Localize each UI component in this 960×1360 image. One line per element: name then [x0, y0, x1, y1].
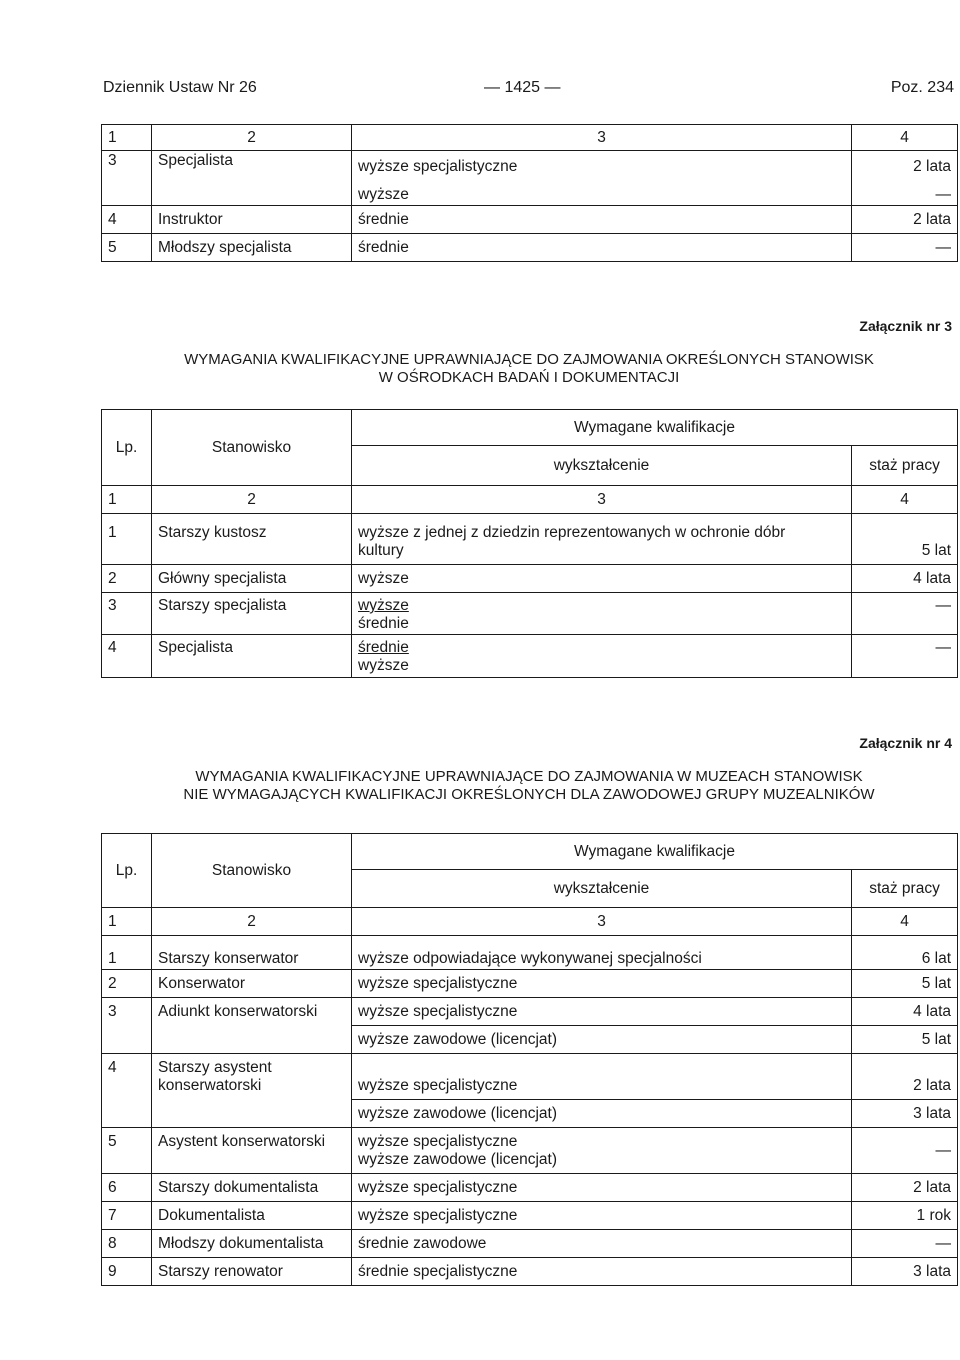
position-line: konserwatorski	[158, 1077, 262, 1094]
education-line: wyższe specjalistyczne	[358, 1133, 518, 1150]
header-lp: Lp.	[102, 834, 152, 908]
row-education	[352, 635, 852, 678]
row-experience: 2 lata	[852, 206, 958, 234]
table-row	[102, 635, 958, 678]
experience-line: —	[935, 186, 951, 203]
row-education: średnie	[352, 234, 852, 262]
table-row	[102, 514, 958, 565]
heading-line: WYMAGANIA KWALIFIKACYJNE UPRAWNIAJĄCE DO ZAJMOWANIA OKREŚLONYCH STANOWISK	[184, 351, 874, 368]
row-position: Asystent konserwatorski	[152, 1128, 352, 1174]
col-number: 2	[152, 908, 352, 936]
annex-label: Załącznik nr 3	[859, 318, 952, 334]
education-line: wyższe specjalistyczne	[358, 158, 518, 175]
header-required-qualifications: Wymagane kwalifikacje	[352, 410, 958, 446]
table-header-row	[102, 834, 958, 870]
row-education: wyższe zawodowe (licencjat)	[352, 1026, 852, 1054]
education-line: kultury	[358, 542, 404, 559]
row-position: Starszy renowator	[152, 1258, 352, 1286]
row-lp: 7	[102, 1202, 152, 1230]
row-education: wyższe specjalistyczne	[352, 970, 852, 998]
journal-title: Dziennik Ustaw Nr 26	[103, 79, 257, 96]
col-number: 1	[102, 125, 152, 151]
row-experience: 5 lat	[852, 514, 958, 565]
row-lp: 2	[102, 565, 152, 593]
row-education: wyższe	[352, 565, 852, 593]
education-line: wyższe	[358, 657, 409, 674]
row-position: Starszy konserwator	[152, 936, 352, 970]
row-lp: 1	[102, 514, 152, 565]
row-lp: 5	[102, 234, 152, 262]
header-education: wykształcenie	[352, 870, 852, 908]
row-position: Specjalista	[152, 151, 352, 206]
row-education: wyższe specjalistyczne	[352, 1054, 852, 1100]
row-education: wyższe specjalistyczne	[352, 1202, 852, 1230]
table-row	[102, 593, 958, 635]
position-line: Starszy asystent	[158, 1059, 272, 1076]
heading-line: WYMAGANIA KWALIFIKACYJNE UPRAWNIAJĄCE DO ZAJMOWANIA W MUZEACH STANOWISK	[195, 768, 863, 785]
continuation-table	[101, 124, 958, 262]
table-row	[102, 1230, 958, 1258]
row-lp: 8	[102, 1230, 152, 1258]
row-experience: 2 lata	[852, 1174, 958, 1202]
header-required-qualifications: Wymagane kwalifikacje	[352, 834, 958, 870]
education-line: wyższe zawodowe (licencjat)	[358, 1151, 557, 1168]
row-lp: 3	[102, 998, 152, 1054]
table-row	[102, 936, 958, 970]
row-experience: —	[852, 234, 958, 262]
row-lp: 4	[102, 1054, 152, 1128]
row-education: średnie	[352, 206, 852, 234]
education-line: średnie	[358, 615, 409, 632]
row-education: wyższe odpowiadające wykonywanej specjalności	[352, 936, 852, 970]
education-line: wyższe	[358, 597, 409, 614]
row-experience: 5 lat	[852, 1026, 958, 1054]
row-lp: 2	[102, 970, 152, 998]
row-lp: 1	[102, 936, 152, 970]
row-position: Instruktor	[152, 206, 352, 234]
column-number-row	[102, 486, 958, 514]
row-position: Starszy specjalista	[152, 593, 352, 635]
row-position: Starszy dokumentalista	[152, 1174, 352, 1202]
row-lp: 5	[102, 1128, 152, 1174]
column-number-row	[102, 125, 958, 151]
row-position: Starszy kustosz	[152, 514, 352, 565]
row-position: Młodszy specjalista	[152, 234, 352, 262]
row-experience: 5 lat	[852, 970, 958, 998]
row-education: wyższe specjalistyczne	[352, 1174, 852, 1202]
row-position: Młodszy dokumentalista	[152, 1230, 352, 1258]
col-number: 4	[852, 125, 958, 151]
row-experience: 4 lata	[852, 998, 958, 1026]
annex-heading	[101, 768, 957, 804]
row-education	[352, 151, 852, 206]
row-experience: —	[852, 1128, 958, 1174]
row-position	[152, 1054, 352, 1128]
column-number-row	[102, 908, 958, 936]
row-education: średnie specjalistyczne	[352, 1258, 852, 1286]
col-number: 3	[352, 908, 852, 936]
table-row	[102, 151, 958, 206]
col-number: 2	[152, 125, 352, 151]
header-lp: Lp.	[102, 410, 152, 486]
table-row	[102, 1258, 958, 1286]
row-position: Adiunkt konserwatorski	[152, 998, 352, 1054]
table-row	[102, 234, 958, 262]
table-row	[102, 565, 958, 593]
row-experience: —	[852, 593, 958, 635]
education-line: średnie	[358, 639, 409, 656]
row-education	[352, 593, 852, 635]
col-number: 3	[352, 486, 852, 514]
table-row	[102, 1202, 958, 1230]
row-experience: 6 lat	[852, 936, 958, 970]
header-education: wykształcenie	[352, 446, 852, 486]
position-number: Poz. 234	[890, 79, 954, 96]
row-lp: 4	[102, 206, 152, 234]
header-position: Stanowisko	[152, 834, 352, 908]
annex-label: Załącznik nr 4	[859, 735, 952, 751]
heading-line: NIE WYMAGAJĄCYCH KWALIFIKACJI OKREŚLONYCH DLA ZAWODOWEJ GRUPY MUZEALNIKÓW	[183, 786, 875, 803]
qualifications-table-museums	[101, 833, 958, 1286]
heading-line: W OŚRODKACH BADAŃ I DOKUMENTACJI	[378, 369, 680, 386]
row-education: średnie zawodowe	[352, 1230, 852, 1258]
row-experience: 2 lata	[852, 1054, 958, 1100]
row-position: Główny specjalista	[152, 565, 352, 593]
row-experience: —	[852, 635, 958, 678]
row-experience: 3 lata	[852, 1100, 958, 1128]
col-number: 2	[152, 486, 352, 514]
qualifications-table-research-centres	[101, 409, 958, 678]
row-experience	[852, 151, 958, 206]
table-row	[102, 206, 958, 234]
row-lp: 9	[102, 1258, 152, 1286]
table-row	[102, 970, 958, 998]
row-position: Dokumentalista	[152, 1202, 352, 1230]
header-position: Stanowisko	[152, 410, 352, 486]
row-education: wyższe zawodowe (licencjat)	[352, 1100, 852, 1128]
row-lp: 3	[102, 593, 152, 635]
col-number: 1	[102, 908, 152, 936]
table-header-row	[102, 410, 958, 446]
education-line: wyższe z jednej z dziedzin reprezentowanych w ochronie dóbr	[358, 524, 786, 541]
row-experience: 1 rok	[852, 1202, 958, 1230]
row-education	[352, 514, 852, 565]
header-experience: staż pracy	[852, 870, 958, 908]
row-experience: 4 lata	[852, 565, 958, 593]
row-position: Specjalista	[152, 635, 352, 678]
row-experience: —	[852, 1230, 958, 1258]
row-experience: 3 lata	[852, 1258, 958, 1286]
experience-line: 2 lata	[913, 158, 951, 175]
col-number: 1	[102, 486, 152, 514]
row-lp: 6	[102, 1174, 152, 1202]
table-row	[102, 998, 958, 1026]
annex-heading	[101, 351, 957, 387]
header-experience: staż pracy	[852, 446, 958, 486]
page-number: — 1425 —	[484, 79, 561, 96]
row-lp: 3	[102, 151, 152, 206]
row-position: Konserwator	[152, 970, 352, 998]
row-education	[352, 1128, 852, 1174]
row-education: wyższe specjalistyczne	[352, 998, 852, 1026]
col-number: 4	[852, 908, 958, 936]
table-row	[102, 1054, 958, 1100]
table-row	[102, 1128, 958, 1174]
education-line: wyższe	[358, 186, 409, 203]
row-lp: 4	[102, 635, 152, 678]
col-number: 4	[852, 486, 958, 514]
table-row	[102, 1174, 958, 1202]
col-number: 3	[352, 125, 852, 151]
